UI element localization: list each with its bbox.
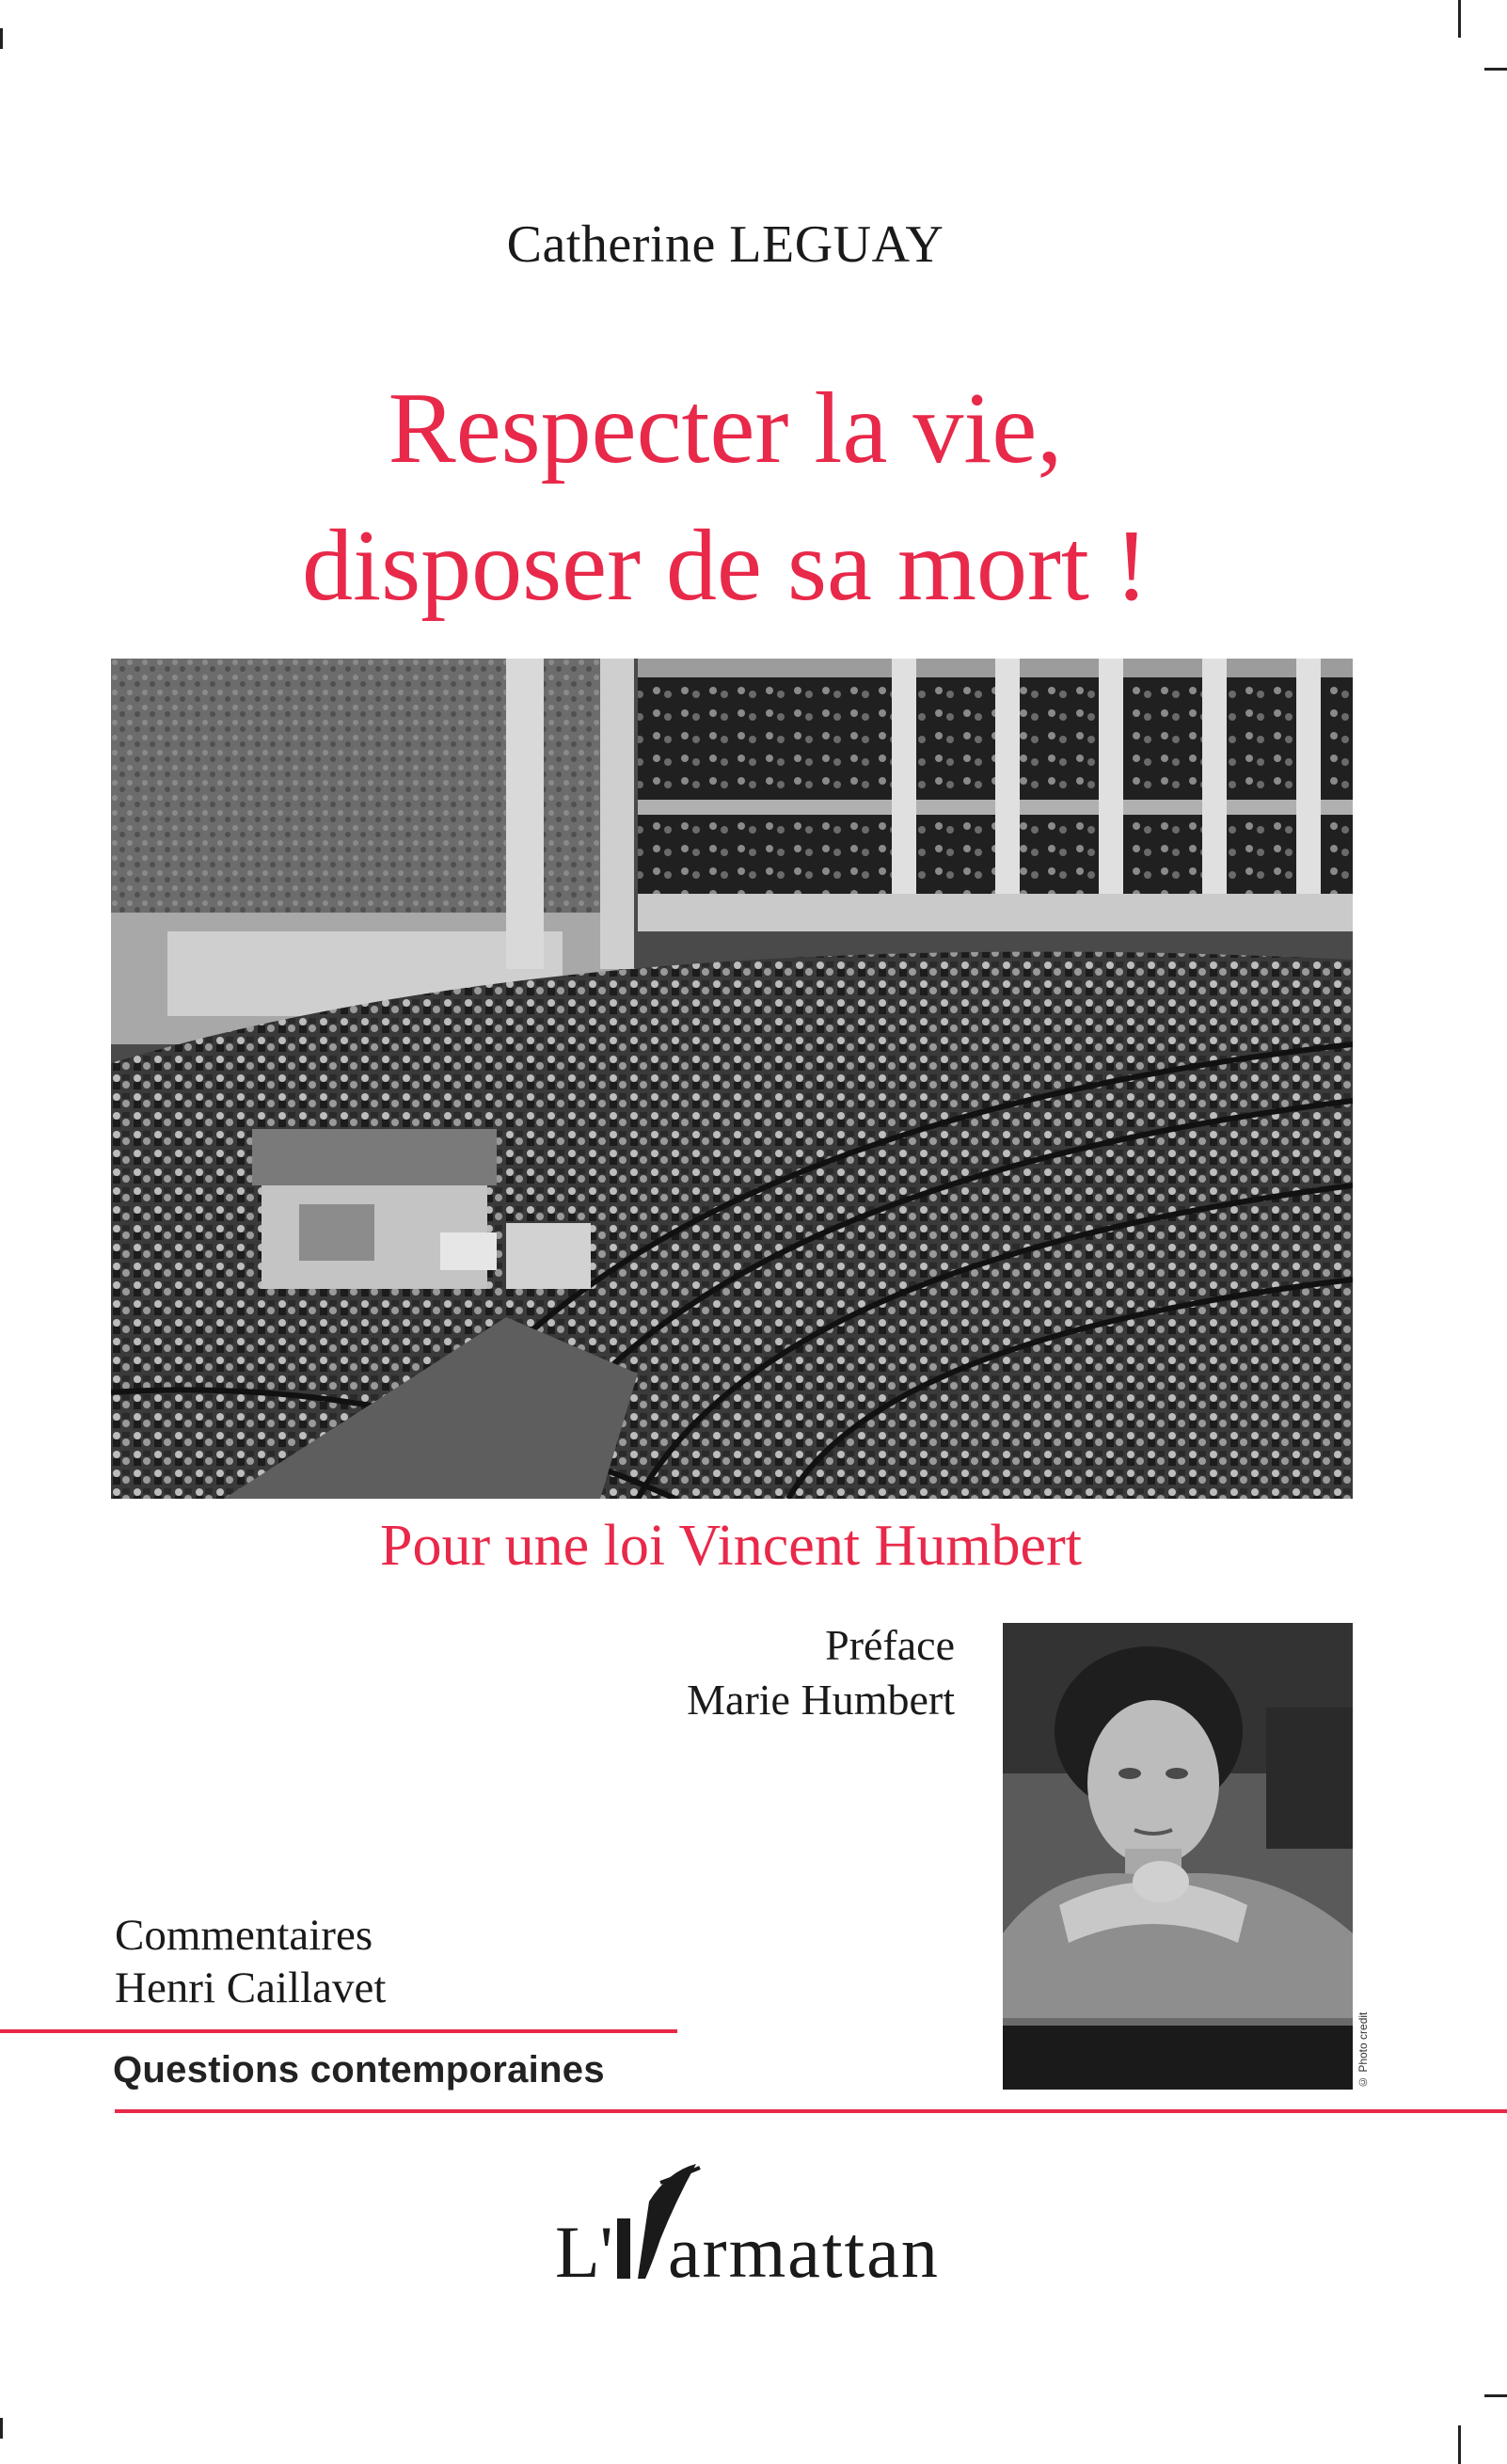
collection-name: Questions contemporaines [113, 2049, 605, 2090]
publisher-logo [555, 2164, 950, 2296]
preface-label: Préface [825, 1621, 955, 1669]
svg-text:armattan: armattan [668, 2211, 940, 2293]
crop-mark [1458, 0, 1461, 38]
author-name: Catherine LEGUAY [506, 215, 944, 274]
preface-author: Marie Humbert [687, 1676, 955, 1724]
book-title-line-1: Respecter la vie, [388, 373, 1063, 485]
crop-mark [0, 2418, 3, 2439]
commentary-label: Commentaires [115, 1911, 373, 1960]
crop-mark [1484, 68, 1507, 71]
crop-mark [1458, 2425, 1461, 2464]
commentary-author: Henri Caillavet [115, 1963, 387, 2012]
photo-credit: © Photo credit [1356, 2011, 1370, 2089]
crop-mark [1484, 2394, 1507, 2397]
book-subtitle: Pour une loi Vincent Humbert [380, 1514, 1082, 1578]
red-rule-upper [0, 2029, 677, 2033]
svg-text:L': L' [555, 2211, 613, 2293]
woman-portrait-photo [1003, 1623, 1353, 2090]
assembly-hemicycle-photo [111, 659, 1353, 1499]
red-rule-lower [115, 2109, 1507, 2113]
crop-mark [0, 28, 3, 49]
book-title-line-2: disposer de sa mort ! [302, 510, 1149, 622]
